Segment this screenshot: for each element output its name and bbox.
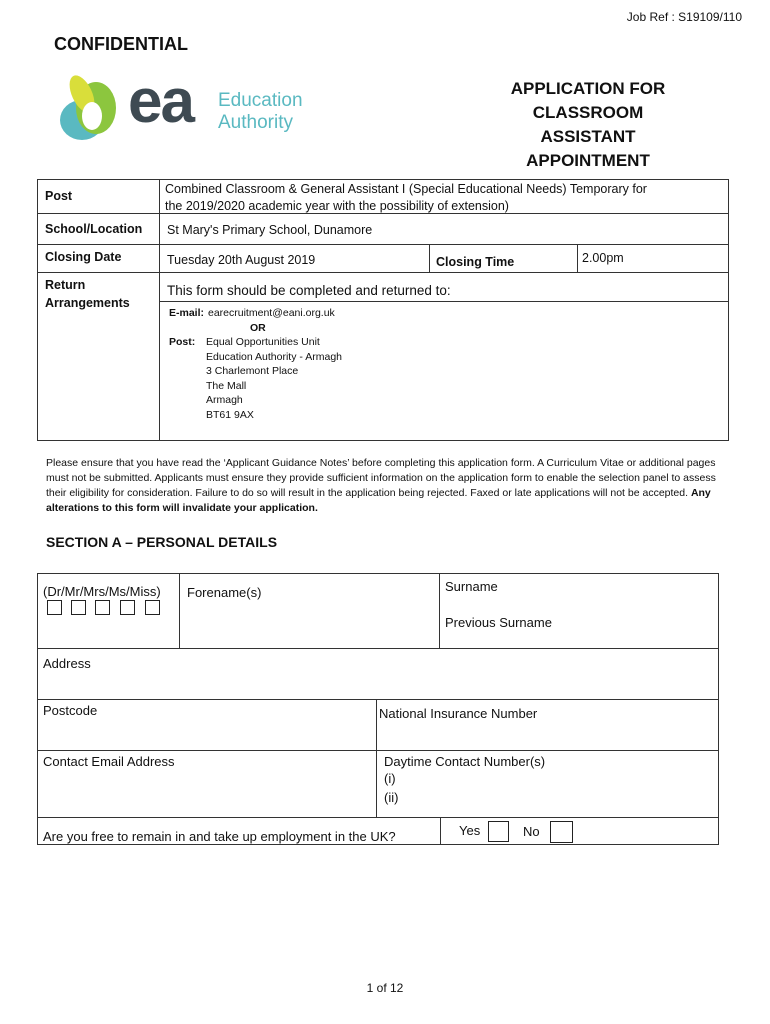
- title-line: APPOINTMENT: [526, 151, 650, 170]
- title-line: APPLICATION FOR: [510, 79, 666, 98]
- daytime-number-1[interactable]: (i): [384, 771, 396, 786]
- post-label: Post: [45, 189, 73, 203]
- details-table-border: [37, 179, 729, 441]
- email-label: E-mail:: [169, 307, 205, 319]
- school-value: St Mary's Primary School, Dunamore: [167, 223, 373, 237]
- return-label: Arrangements: [45, 296, 130, 310]
- form-border: [37, 573, 719, 845]
- address-line: BT61 9AX: [206, 409, 254, 421]
- closing-time-value: 2.00pm: [582, 251, 624, 265]
- col-divider: [577, 244, 578, 272]
- yes-label: Yes: [459, 823, 481, 838]
- confidential-heading: CONFIDENTIAL: [54, 34, 188, 54]
- closing-date-value: Tuesday 20th August 2019: [167, 253, 316, 267]
- address-line: 3 Charlemont Place: [206, 365, 299, 377]
- row-divider: [37, 817, 719, 818]
- daytime-number-field[interactable]: Daytime Contact Number(s): [384, 754, 546, 769]
- title-mrs-checkbox[interactable]: [95, 600, 110, 615]
- col-divider: [179, 573, 180, 648]
- title-field-label: (Dr/Mr/Mrs/Ms/Miss): [43, 584, 161, 599]
- return-intro: This form should be completed and returned to:: [167, 283, 451, 298]
- closing-date-label: Closing Date: [45, 250, 122, 264]
- col-divider: [159, 179, 160, 441]
- guidance-paragraph: [46, 456, 726, 516]
- logo-ea-text: ea: [128, 67, 193, 136]
- previous-surname-field[interactable]: Previous Surname: [445, 615, 552, 630]
- logo-mark-icon: [52, 72, 132, 144]
- title-mr-checkbox[interactable]: [71, 600, 86, 615]
- school-label: School/Location: [45, 222, 143, 236]
- or-text: OR: [250, 322, 266, 334]
- col-divider: [439, 573, 440, 648]
- application-title: [488, 77, 688, 173]
- address-line: Armagh: [206, 394, 243, 406]
- row-divider: [37, 699, 719, 700]
- uk-employment-question: Are you free to remain in and take up employment in the UK?: [43, 829, 396, 844]
- guidance-warning: Any alterations to this form will invalidate your application.: [46, 487, 711, 514]
- email-field[interactable]: Contact Email Address: [43, 754, 175, 769]
- address-line: The Mall: [206, 380, 247, 392]
- col-divider: [440, 817, 441, 845]
- return-label: Return: [45, 278, 86, 292]
- forename-field[interactable]: Forename(s): [187, 585, 262, 600]
- uk-no-checkbox[interactable]: [550, 821, 573, 843]
- row-divider: [159, 301, 729, 302]
- education-authority-logo: [52, 67, 322, 144]
- logo-line-1: Education: [218, 90, 303, 111]
- col-divider: [429, 244, 430, 272]
- row-divider: [37, 272, 729, 273]
- title-miss-checkbox[interactable]: [145, 600, 160, 615]
- address-line: Equal Opportunities Unit: [206, 336, 320, 348]
- daytime-number-2[interactable]: (ii): [384, 790, 399, 805]
- row-divider: [37, 213, 729, 214]
- closing-time-label: Closing Time: [436, 255, 515, 269]
- guidance-text: Please ensure that you have read the ‘Applicant Guidance Notes’ before completing this application form. A Curriculum Vitae or additional pages must not be submitted. Applicants must ensure they provide sufficient information on the application form to enable the selection panel to assess their eligibility for consideration. Failure to do so will result in the application being rejected. Faxed or late applications will not be accepted.: [46, 457, 716, 499]
- postcode-field[interactable]: Postcode: [43, 703, 98, 718]
- title-line: CLASSROOM: [532, 103, 644, 122]
- post-address-label: Post:: [169, 336, 196, 348]
- ni-number-field[interactable]: National Insurance Number: [379, 706, 538, 721]
- post-value: Combined Classroom & General Assistant I (Special Educational Needs) Temporary for: [165, 182, 647, 196]
- job-reference: Job Ref : S19109/110: [626, 10, 742, 24]
- address-field[interactable]: Address: [43, 656, 91, 671]
- row-divider: [37, 750, 719, 751]
- page-number: 1 of 12: [366, 981, 404, 995]
- no-label: No: [523, 824, 540, 839]
- uk-yes-checkbox[interactable]: [488, 821, 509, 842]
- email-value: earecruitment@eani.org.uk: [208, 307, 335, 319]
- title-dr-checkbox[interactable]: [47, 600, 62, 615]
- title-ms-checkbox[interactable]: [120, 600, 135, 615]
- title-line: ASSISTANT: [540, 127, 636, 146]
- logo-line-2: Authority: [218, 112, 293, 133]
- col-divider: [376, 699, 377, 817]
- surname-field[interactable]: Surname: [445, 579, 498, 594]
- post-value: the 2019/2020 academic year with the possibility of extension): [165, 199, 509, 213]
- row-divider: [37, 244, 729, 245]
- row-divider: [37, 648, 719, 649]
- section-a-title: SECTION A – PERSONAL DETAILS: [46, 534, 278, 550]
- address-line: Education Authority - Armagh: [206, 351, 342, 363]
